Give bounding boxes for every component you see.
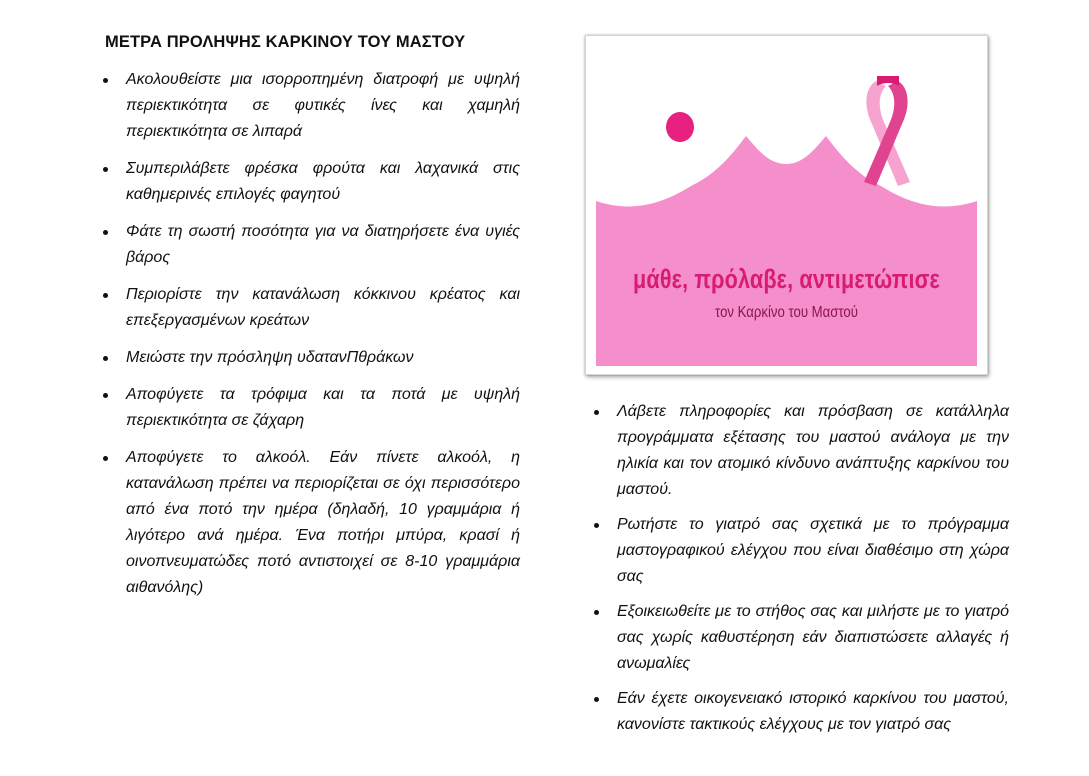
list-item: [126, 67, 520, 145]
list-item-text: Ακολουθείστε μια ισορροπημένη διατροφή με υψηλή περιεκτικότητα σε φυτικές ίνες και χαμηλή περιεκτικότητα σε λιπαρά: [126, 71, 520, 140]
list-item: [126, 219, 520, 271]
list-item-text: Συμπεριλάβετε φρέσκα φρούτα και λαχανικά στις καθημερινές επιλογές φαγητού: [126, 160, 520, 203]
prevention-list-right: [617, 399, 1009, 747]
bullet-icon: [594, 610, 599, 615]
pink-silhouette-shape: [596, 136, 977, 366]
list-item-text: Περιορίστε την κατανάλωση κόκκινου κρέατος και επεξεργασμένων κρεάτων: [126, 286, 520, 329]
bullet-icon: [594, 523, 599, 528]
list-item-text: Αποφύγετε το αλκοόλ. Εάν πίνετε αλκοόλ, η κατανάλωση πρέπει να περιορίζεται σε όχι περισσότερο από ένα ποτό την ημέρα (δηλαδή, 10 γραμμάρια ή λιγότερο ανά ημέρα. Ένα ποτήρι μπύρα, κρασί ή οινοπνευματώδες ποτό αντιστοιχεί σε 8-10 γραμμάρια αιθανόλης): [126, 449, 520, 596]
bullet-icon: [103, 230, 108, 235]
bullet-icon: [103, 293, 108, 298]
poster-artwork: [586, 36, 987, 374]
bullet-icon: [594, 410, 599, 415]
awareness-poster: [585, 35, 988, 375]
pink-dot: [666, 112, 694, 142]
prevention-list-left: [126, 67, 520, 612]
list-item-text: Ρωτήστε το γιατρό σας σχετικά με το πρόγραμμα μαστογραφικού ελέγχου που είναι διαθέσιμο στη χώρα σας: [617, 516, 1009, 585]
list-item-text: Λάβετε πληροφορίες και πρόσβαση σε κατάλληλα προγράμματα εξέτασης του μαστού ανάλογα με την ηλικία και τον ατομικό κίνδυνο ανάπτυξης καρκίνου του μαστού.: [617, 403, 1009, 498]
list-item-text: Αποφύγετε τα τρόφιμα και τα ποτά με υψηλή περιεκτικότητα σε ζάχαρη: [126, 386, 520, 429]
page-title: ΜΕΤΡΑ ΠΡΟΛΗΨΗΣ ΚΑΡΚΙΝΟΥ ΤΟΥ ΜΑΣΤΟΥ: [105, 33, 466, 51]
list-item: [126, 345, 520, 371]
list-item: [126, 282, 520, 334]
bullet-icon: [103, 78, 108, 83]
poster-slogan: μάθε, πρόλαβε, αντιμετώπισε: [633, 264, 940, 294]
bullet-icon: [103, 456, 108, 461]
list-item-text: Εάν έχετε οικογενειακό ιστορικό καρκίνου του μαστού, κανονίστε τακτικούς ελέγχους με τον γιατρό σας: [617, 690, 1009, 733]
bullet-icon: [103, 393, 108, 398]
list-item-text: Εξοικειωθείτε με το στήθος σας και μιλήστε με το γιατρό σας χωρίς καθυστέρηση εάν διαπιστώσετε αλλαγές ή ανωμαλίες: [617, 603, 1009, 672]
list-item: [617, 399, 1009, 503]
bullet-icon: [103, 167, 108, 172]
bullet-icon: [594, 697, 599, 702]
list-item-text: Φάτε τη σωστή ποσότητα για να διατηρήσετε ένα υγιές βάρος: [126, 223, 520, 266]
list-item: [617, 599, 1009, 677]
list-item: [617, 686, 1009, 738]
list-item: [126, 445, 520, 601]
pink-ribbon-icon: [864, 76, 910, 186]
list-item: [126, 382, 520, 434]
poster-subtitle: τον Καρκίνο του Μαστού: [715, 304, 858, 321]
list-item: [126, 156, 520, 208]
bullet-icon: [103, 356, 108, 361]
list-item: [617, 512, 1009, 590]
list-item-text: Μειώστε την πρόσληψη υδατανΠθράκων: [126, 349, 414, 366]
